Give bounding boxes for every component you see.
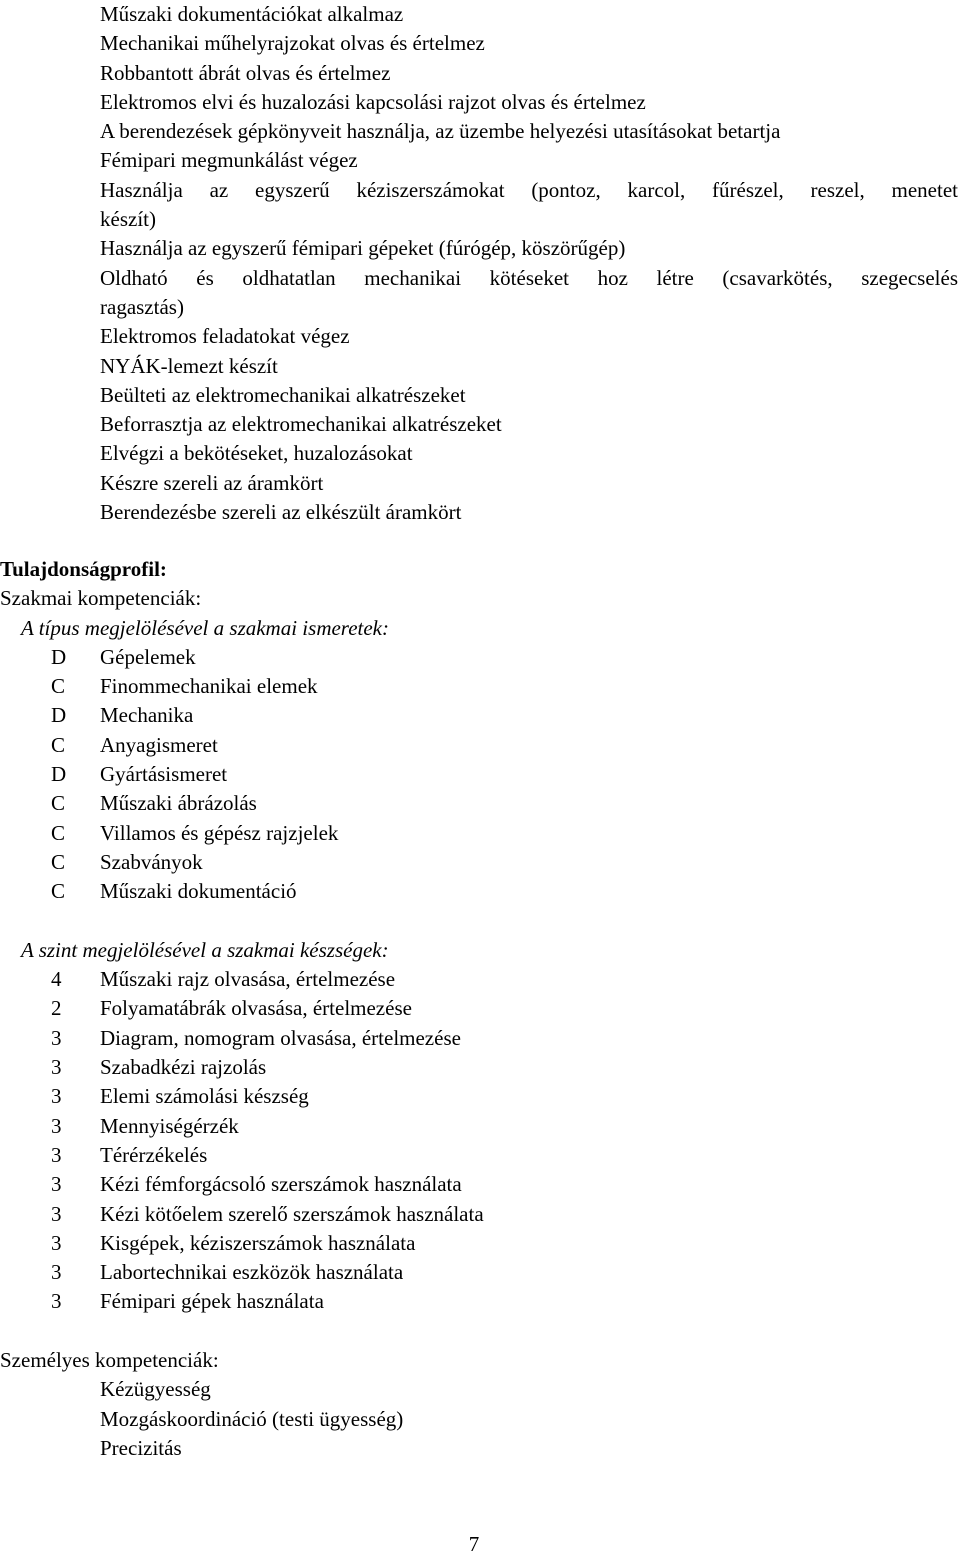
skill-row [0, 1258, 960, 1287]
skill-row [0, 1112, 960, 1141]
knowledge-label: Anyagismeret [100, 732, 218, 757]
knowledge-label: Gépelemek [100, 644, 196, 669]
knowledge-label: Gyártásismeret [100, 762, 228, 787]
personal-item: Kézügyesség [100, 1377, 211, 1402]
personal-item: Mozgáskoordináció (testi ügyesség) [100, 1406, 404, 1431]
skill-label: Kézi kötőelem szerelő szerszámok használata [100, 1201, 484, 1226]
activity-item: Használja az egyszerű kéziszerszámokat (pontoz, karcol, fűrészel, reszel, menetet [100, 177, 958, 202]
skill-level: 3 [51, 1260, 62, 1285]
professional-competencies-heading: Szakmai kompetenciák: [0, 586, 202, 611]
activity-item: Robbantott ábrát olvas és értelmez [100, 60, 391, 85]
knowledge-type-code: D [51, 762, 67, 787]
knowledge-row [0, 643, 960, 672]
skill-label: Kézi fémforgácsoló szerszámok használata [100, 1172, 462, 1197]
skill-label: Elemi számolási készség [100, 1084, 309, 1109]
activity-item: Elektromos feladatokat végez [100, 324, 350, 349]
knowledge-label: Szabványok [100, 849, 203, 874]
knowledge-type-code: D [51, 644, 67, 669]
knowledge-heading: A típus megjelölésével a szakmai ismeretek: [21, 615, 389, 640]
knowledge-type-code: C [51, 820, 66, 845]
skill-level: 4 [51, 967, 62, 992]
knowledge-type-code: C [51, 674, 66, 699]
page-number: 7 [468, 1532, 480, 1556]
knowledge-row [0, 819, 960, 848]
skill-label: Kisgépek, kéziszerszámok használata [100, 1230, 416, 1255]
skill-row [0, 1141, 960, 1170]
skill-level: 3 [51, 1055, 62, 1080]
knowledge-label: Mechanika [100, 703, 194, 728]
activity-item: Készre szereli az áramkört [100, 470, 324, 495]
knowledge-type-code: C [51, 791, 66, 816]
section-spacer [0, 907, 960, 936]
skill-level: 3 [51, 1084, 62, 1109]
activity-item: NYÁK-lemezt készít [100, 353, 278, 378]
activity-item: Fémipari megmunkálást végez [100, 148, 358, 173]
activity-item-continuation: ragasztás) [100, 294, 184, 319]
activity-item: Mechanikai műhelyrajzokat olvas és értelmez [100, 31, 485, 56]
skill-label: Mennyiségérzék [100, 1113, 239, 1138]
skill-level: 3 [51, 1289, 62, 1314]
skill-level: 2 [51, 996, 62, 1021]
skill-level: 3 [51, 1142, 62, 1167]
activity-item: Használja az egyszerű fémipari gépeket (fúrógép, köszörűgép) [100, 236, 626, 261]
personal-competencies-heading: Személyes kompetenciák: [0, 1348, 219, 1373]
skill-row [0, 994, 960, 1023]
skill-row [0, 1024, 960, 1053]
knowledge-row [0, 877, 960, 906]
profile-title: Tulajdonságprofil: [0, 557, 167, 581]
skills-heading: A szint megjelölésével a szakmai készségek: [21, 937, 389, 962]
knowledge-row [0, 731, 960, 760]
skill-row [0, 1287, 960, 1316]
skill-row [0, 1200, 960, 1229]
skill-label: Folyamatábrák olvasása, értelmezése [100, 996, 412, 1021]
activity-item: Elektromos elvi és huzalozási kapcsolási rajzot olvas és értelmez [100, 89, 646, 114]
knowledge-type-code: C [51, 849, 66, 874]
skill-level: 3 [51, 1025, 62, 1050]
knowledge-label: Villamos és gépész rajzjelek [100, 820, 339, 845]
knowledge-label: Műszaki ábrázolás [100, 791, 257, 816]
personal-item: Precizitás [100, 1435, 182, 1460]
activity-item: Beforrasztja az elektromechanikai alkatrészeket [100, 412, 502, 437]
knowledge-type-code: D [51, 703, 67, 728]
activity-item: A berendezések gépkönyveit használja, az üzembe helyezési utasításokat betartja [100, 119, 781, 144]
knowledge-row [0, 760, 960, 789]
skill-level: 3 [51, 1172, 62, 1197]
knowledge-label: Műszaki dokumentáció [100, 879, 297, 904]
skill-label: Szabadkézi rajzolás [100, 1055, 267, 1080]
skill-level: 3 [51, 1113, 62, 1138]
skill-row [0, 1082, 960, 1111]
skill-label: Fémipari gépek használata [100, 1289, 324, 1314]
skill-row [0, 1053, 960, 1082]
activity-list [100, 0, 958, 527]
activity-item: Műszaki dokumentációkat alkalmaz [100, 2, 404, 26]
knowledge-row [0, 701, 960, 730]
skill-label: Diagram, nomogram olvasása, értelmezése [100, 1025, 461, 1050]
skill-level: 3 [51, 1230, 62, 1255]
knowledge-row [0, 789, 960, 818]
activity-item-continuation: készít) [100, 207, 156, 232]
skills-list [0, 965, 960, 1317]
skill-row [0, 1229, 960, 1258]
knowledge-row [0, 848, 960, 877]
activity-item: Elvégzi a bekötéseket, huzalozásokat [100, 441, 413, 466]
personal-list [0, 1375, 960, 1463]
skill-row [0, 965, 960, 994]
property-profile-section [0, 555, 960, 1463]
knowledge-label: Finommechanikai elemek [100, 674, 318, 699]
activity-item: Beülteti az elektromechanikai alkatrészeket [100, 382, 466, 407]
activity-item: Berendezésbe szereli az elkészült áramkört [100, 500, 462, 525]
skill-label: Térérzékelés [100, 1142, 208, 1167]
skill-label: Műszaki rajz olvasása, értelmezése [100, 967, 396, 992]
skill-level: 3 [51, 1201, 62, 1226]
knowledge-type-code: C [51, 732, 66, 757]
knowledge-list [0, 643, 960, 907]
skill-label: Labortechnikai eszközök használata [100, 1260, 404, 1285]
section-spacer [0, 1317, 960, 1346]
skill-row [0, 1170, 960, 1199]
activity-item: Oldható és oldhatatlan mechanikai kötéseket hoz létre (csavarkötés, szegecselés [100, 265, 958, 290]
knowledge-type-code: C [51, 879, 66, 904]
knowledge-row [0, 672, 960, 701]
